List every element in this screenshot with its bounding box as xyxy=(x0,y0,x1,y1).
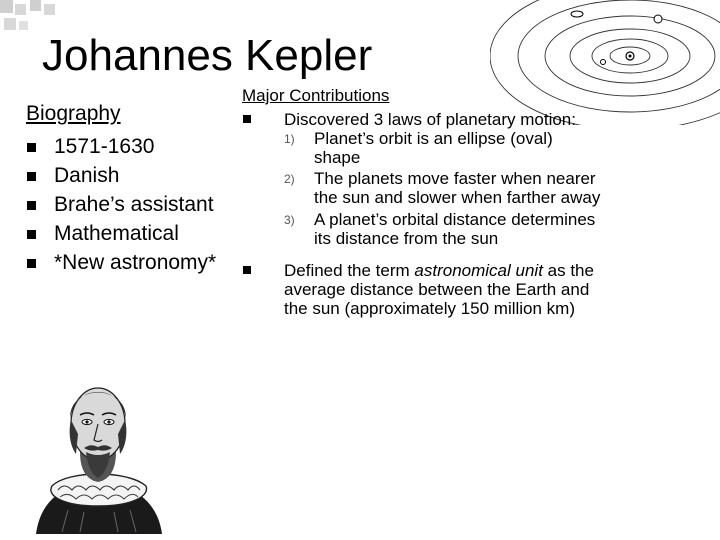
list-item xyxy=(26,250,216,279)
biography-item-text: 1571-1630 xyxy=(54,135,155,158)
solar-system-orbits-illustration xyxy=(490,0,720,125)
contribution-item-laws xyxy=(242,110,602,248)
contribution-text: Discovered 3 laws of planetary motion: xyxy=(284,110,576,129)
law-text: A planet’s orbital distance determines its distance from the sun xyxy=(314,210,596,248)
biography-item-text: Mathematical xyxy=(54,222,179,245)
square-bullet-icon xyxy=(243,266,251,274)
law-number: 3) xyxy=(284,213,295,227)
list-item xyxy=(26,134,216,163)
biography-item-text: Brahe’s assistant xyxy=(54,193,214,216)
law-number: 2) xyxy=(284,172,295,186)
contribution-text xyxy=(284,261,602,318)
law-item xyxy=(284,129,602,167)
biography-list xyxy=(26,134,216,279)
biography-item-text: Danish xyxy=(54,164,120,187)
astronomical-unit-term: astronomical unit xyxy=(414,261,543,280)
slide-title: Johannes Kepler xyxy=(42,31,373,80)
definition-lead: Defined the term xyxy=(284,261,415,280)
biography-heading: Biography xyxy=(26,102,121,125)
law-item xyxy=(284,169,602,207)
square-bullet-icon xyxy=(27,172,36,181)
list-item xyxy=(26,192,216,221)
biography-item-text: *New astronomy* xyxy=(54,251,217,274)
square-bullet-icon xyxy=(27,230,36,239)
contributions-heading: Major Contributions xyxy=(242,86,390,105)
definition-rest: as the average distance between the Earth and the sun (approximately 150 million km) xyxy=(284,261,594,318)
square-bullet-icon xyxy=(27,143,36,152)
square-bullet-icon xyxy=(27,201,36,210)
square-bullet-icon xyxy=(27,259,36,268)
law-text: Planet’s orbit is an ellipse (oval) shape xyxy=(314,129,553,167)
law-item xyxy=(284,210,602,248)
law-text: The planets move faster when nearer the sun and slower when farther away xyxy=(314,169,601,207)
law-number: 1) xyxy=(284,132,295,146)
contribution-item-astronomical-unit xyxy=(242,261,602,318)
square-bullet-icon xyxy=(243,115,251,123)
list-item xyxy=(26,163,216,192)
list-item xyxy=(26,221,216,250)
kepler-portrait-image xyxy=(28,354,168,534)
contributions-list xyxy=(242,110,602,318)
